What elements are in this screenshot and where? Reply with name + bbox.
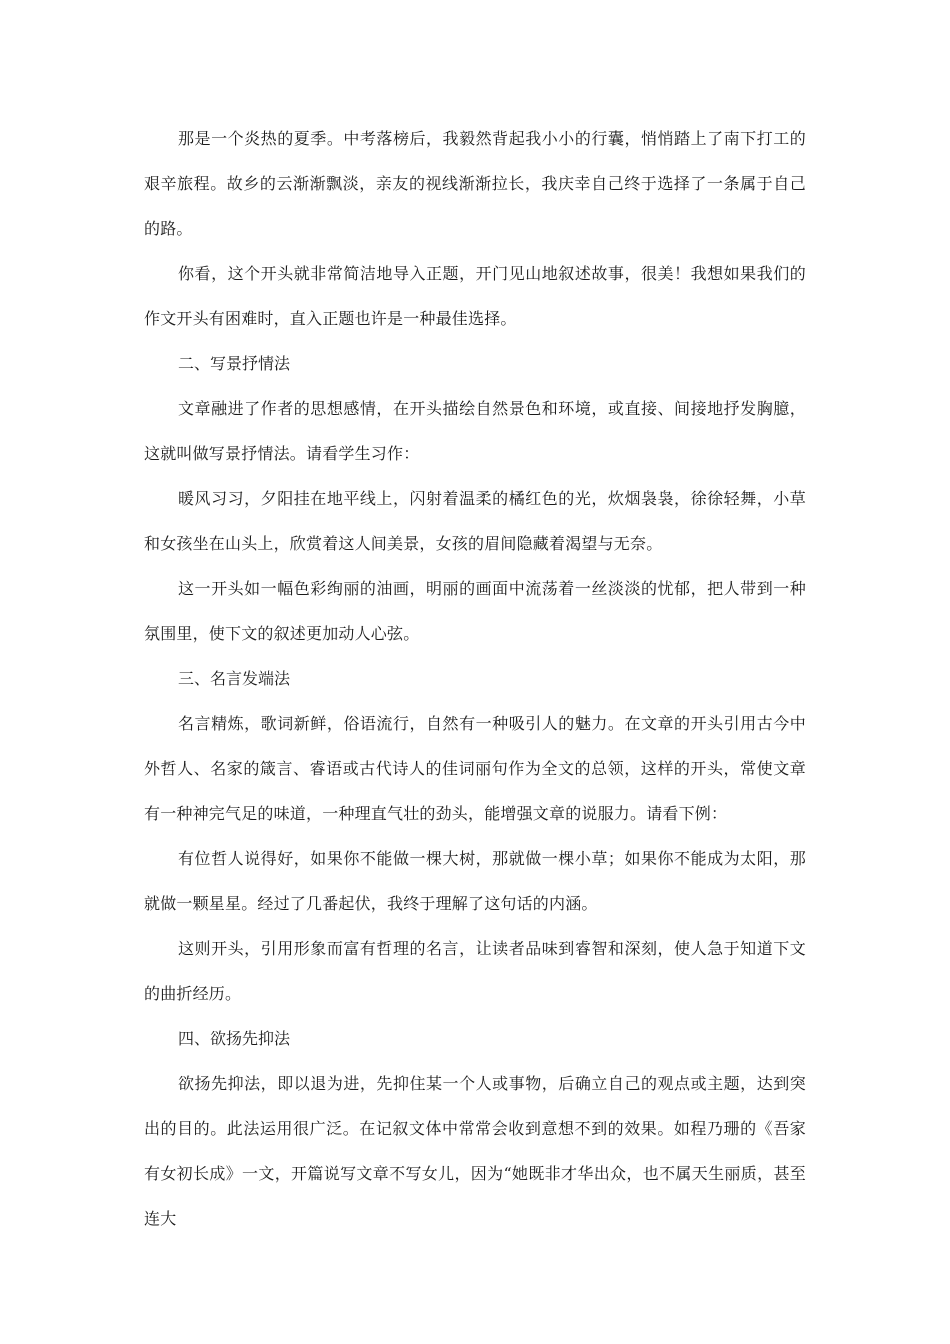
- paragraph: 这一开头如一幅色彩绚丽的油画，明丽的画面中流荡着一丝淡淡的忧郁，把人带到一种氛围里，使下文的叙述更加动人心弦。: [144, 579, 806, 643]
- section-heading: 四、欲扬先抑法: [178, 1029, 291, 1048]
- paragraph: 欲扬先抑法，即以退为进，先抑住某一个人或事物，后确立自己的观点或主题，达到突出的目的。此法运用很广泛。在记叙文体中常常会收到意想不到的效果。如程乃珊的《吾家有女初长成》一文，开篇说写文章不写女儿，因为“她既非才华出众，也不属天生丽质，甚至连大: [144, 1074, 806, 1228]
- paragraph: 有位哲人说得好，如果你不能做一棵大树，那就做一棵小草；如果你不能成为太阳，那就做一颗星星。经过了几番起伏，我终于理解了这句话的内涵。: [144, 849, 806, 913]
- document-page: [144, 116, 806, 1241]
- paragraph: 你看，这个开头就非常简洁地导入正题，开门见山地叙述故事，很美！我想如果我们的作文开头有困难时，直入正题也许是一种最佳选择。: [144, 264, 806, 328]
- section-heading: 三、名言发端法: [178, 669, 291, 688]
- paragraph: 文章融进了作者的思想感情，在开头描绘自然景色和环境，或直接、间接地抒发胸臆，这就叫做写景抒情法。请看学生习作：: [144, 399, 806, 463]
- section-heading: 二、写景抒情法: [178, 354, 291, 373]
- paragraph: 名言精炼，歌词新鲜，俗语流行，自然有一种吸引人的魅力。在文章的开头引用古今中外哲人、名家的箴言、睿语或古代诗人的佳词丽句作为全文的总领，这样的开头，常使文章有一种神完气足的味道，一种理直气壮的劲头，能增强文章的说服力。请看下例：: [144, 714, 806, 823]
- paragraph: 那是一个炎热的夏季。中考落榜后，我毅然背起我小小的行囊，悄悄踏上了南下打工的艰辛旅程。故乡的云渐渐飘淡，亲友的视线渐渐拉长，我庆幸自己终于选择了一条属于自己的路。: [144, 129, 806, 238]
- paragraph: 这则开头，引用形象而富有哲理的名言，让读者品味到睿智和深刻，使人急于知道下文的曲折经历。: [144, 939, 806, 1003]
- paragraph: 暖风习习，夕阳挂在地平线上，闪射着温柔的橘红色的光，炊烟袅袅，徐徐轻舞，小草和女孩坐在山头上，欣赏着这人间美景，女孩的眉间隐藏着渴望与无奈。: [144, 489, 806, 553]
